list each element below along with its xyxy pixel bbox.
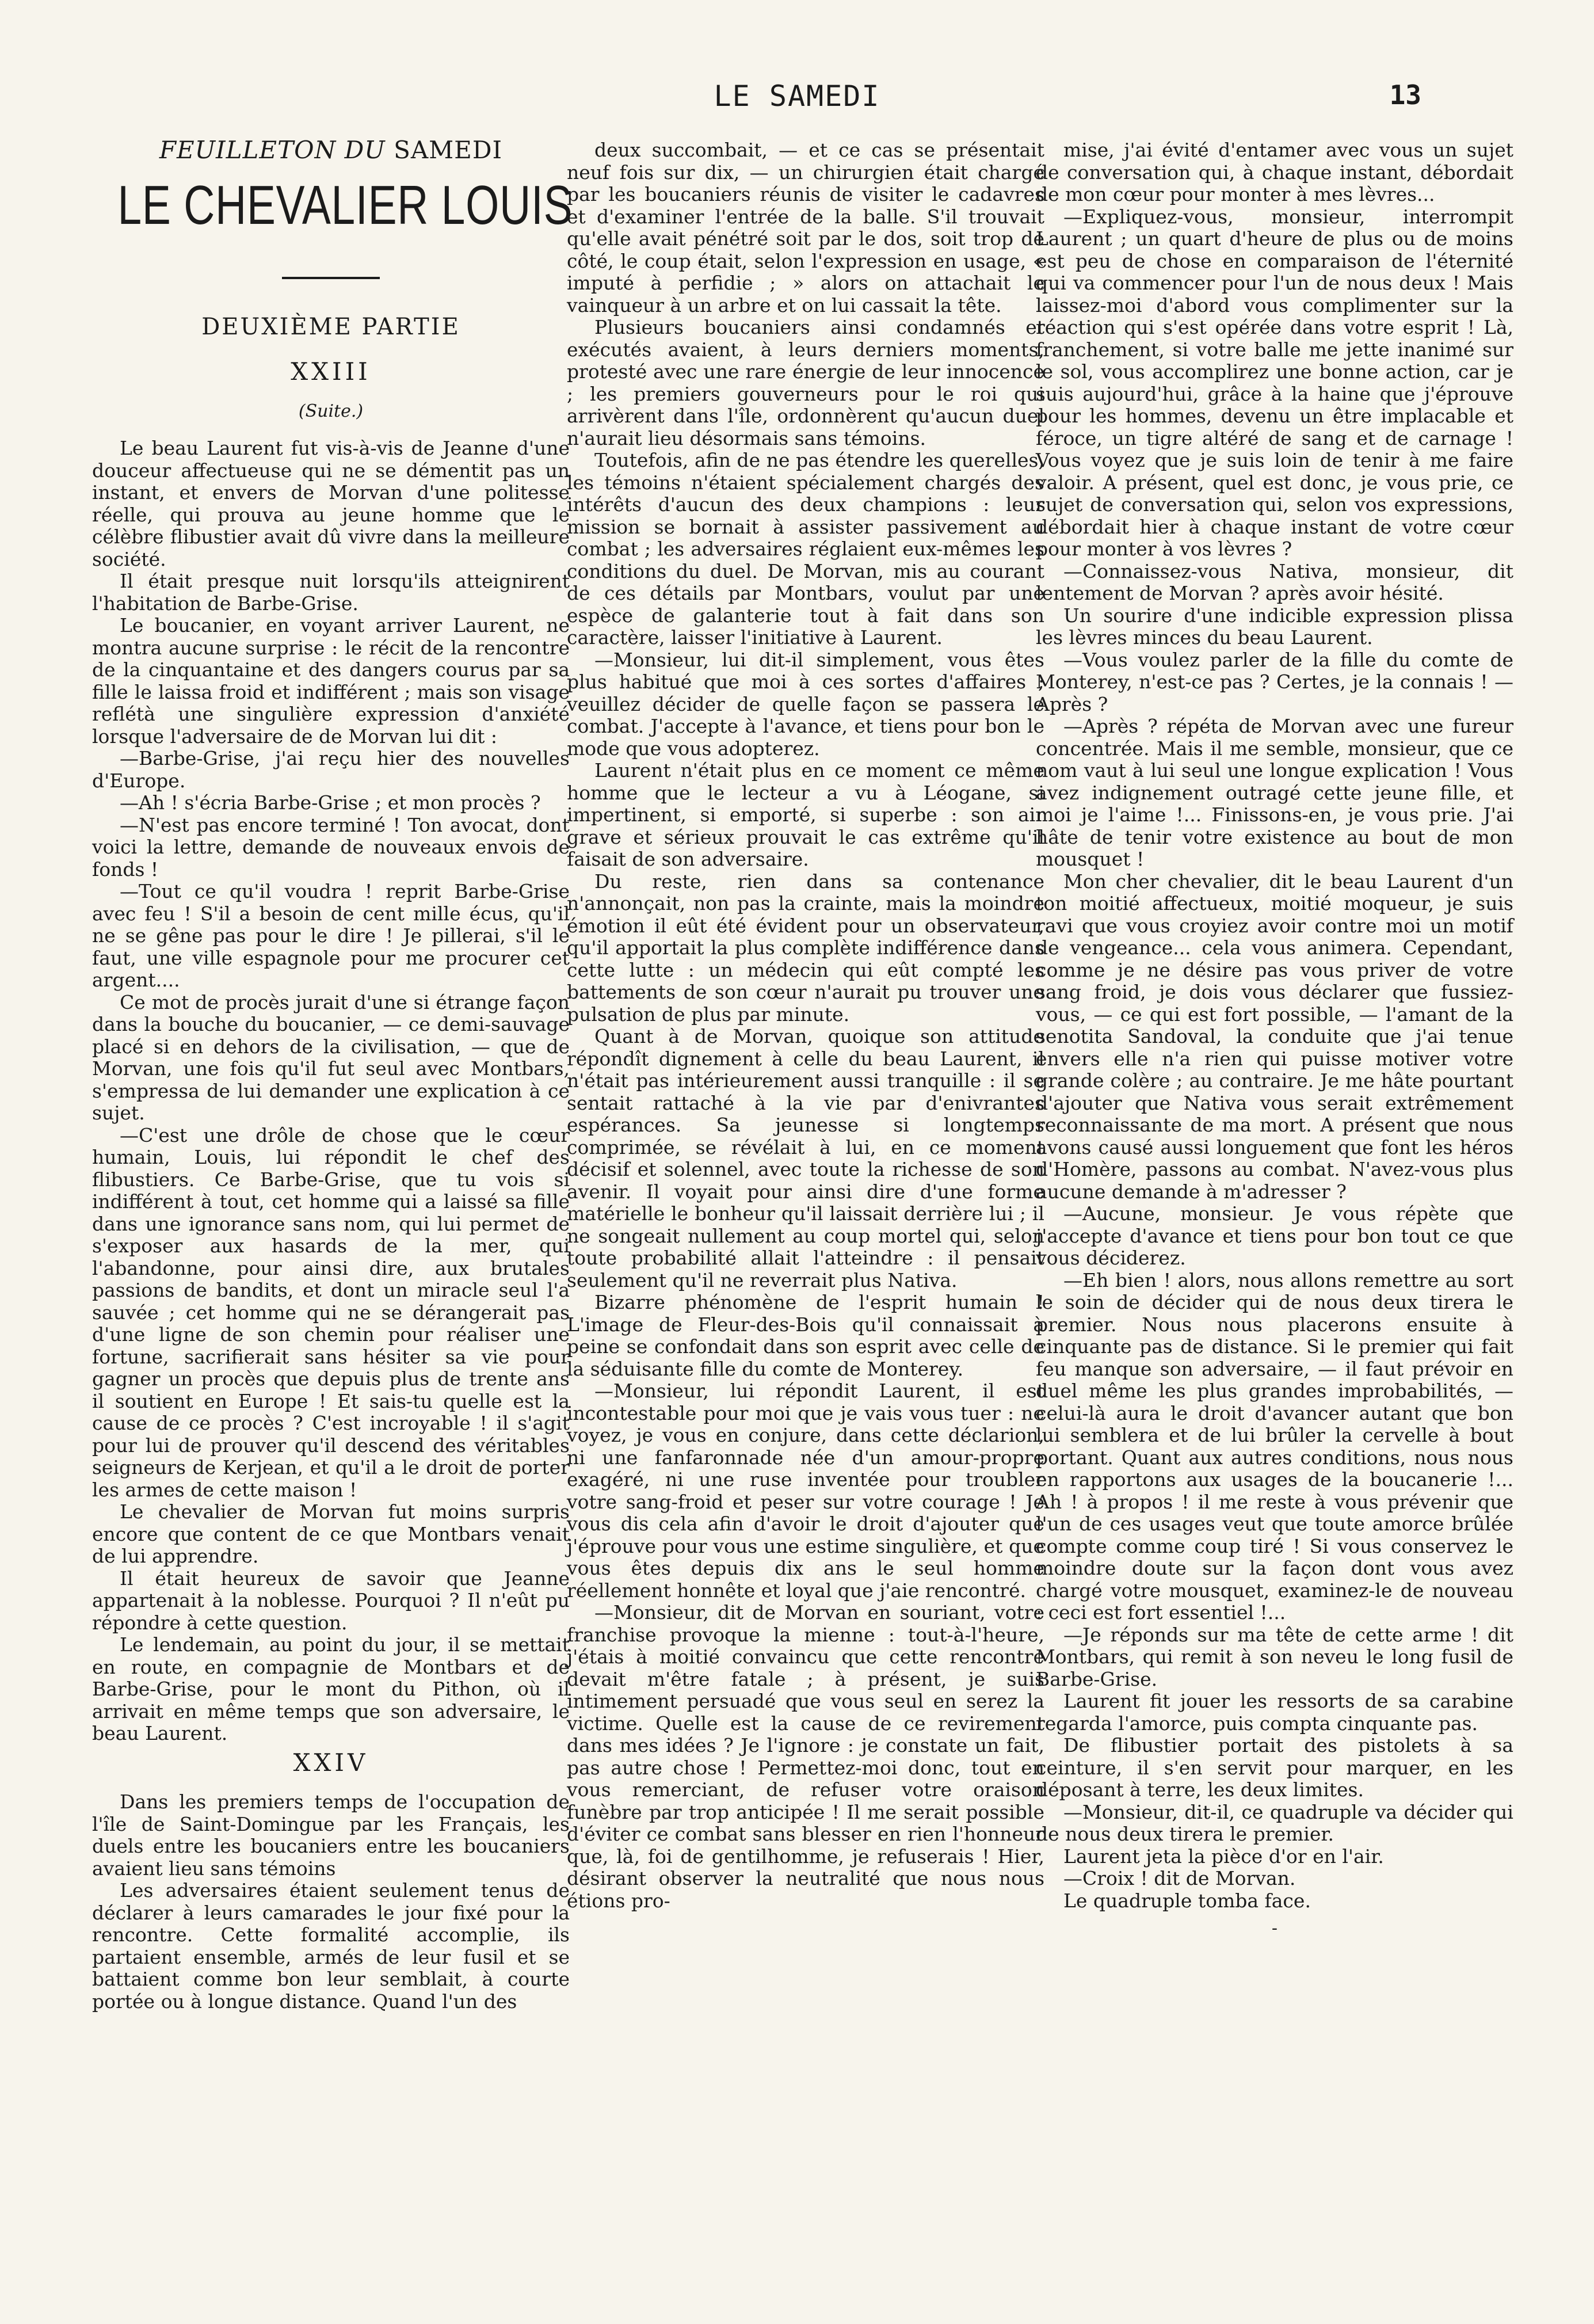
newspaper-title: LE SAMEDI (714, 79, 880, 113)
paragraph: Un sourire d'une indicible expression plissa les lèvres minces du beau Laurent. (1036, 604, 1513, 649)
paragraph: Il était heureux de savoir que Jeanne appartenait à la noblesse. Pourquoi ? Il n'eût pu répondre à cette question. (92, 1567, 570, 1634)
title-rule (282, 277, 380, 279)
part-heading: DEUXIÈME PARTIE (201, 313, 460, 340)
story-title: LE CHEVALIER LOUIS (117, 174, 573, 236)
column-1 (92, 136, 573, 2013)
column-3 (1036, 139, 1513, 1940)
paragraph: —Après ? répéta de Morvan avec une fureur concentrée. Mais il me semble, monsieur, que ce nom vaut à lui seul une longue explication ! Vous avez indignement outragé cette jeune fille, et moi je l'aime !... Finissons-en, je vous prie. J'ai hâte de tenir votre existence au bout de mon mousquet ! (1036, 715, 1513, 870)
suite-note: (Suite.) (298, 401, 364, 421)
paragraph: —Barbe-Grise, j'ai reçu hier des nouvelles d'Europe. (92, 747, 570, 792)
paragraph: Dans les premiers temps de l'occupation de l'île de Saint-Domingue par les Français, les duels entre les boucaniers entre les boucaniers avaient lieu sans témoins (92, 1790, 570, 1880)
paragraph: Laurent fit jouer les ressorts de sa carabine regarda l'amorce, puis compta cinquante pas. (1036, 1690, 1513, 1735)
page-header (0, 79, 1594, 120)
paragraph: Quant à de Morvan, quoique son attitude répondît dignement à celle du beau Laurent, il n'était pas intérieurement aussi tranquille : il se sentait rattaché à la vie par d'enivrantes espérances. Sa jeunesse si longtemps comprimée, se révélait à lui, en ce moment décisif et solennel, avec toute la richesse de son avenir. Il voyait pour ainsi dire d'une forme matérielle le bonheur qu'il laissait derrière lui ; il ne songeait nullement au coup mortel qui, selon toute probabilité allait l'atteindre : il pensait seulement qu'il ne reverrait plus Nativa. (567, 1025, 1044, 1291)
paragraph: Le quadruple tomba face. (1063, 1889, 1311, 1912)
paragraph: —Ah ! s'écria Barbe-Grise ; et mon procès ? (120, 791, 541, 814)
end-mark: - (1271, 1918, 1278, 1938)
page-number: 13 (1389, 79, 1421, 111)
paragraph: Toutefois, afin de ne pas étendre les querelles, les témoins n'étaient spécialement chargés des intérêts d'aucun des deux champions : leur mission se bornait à assister passivement au combat ; les adversaires réglaient eux-mêmes les conditions du duel. De Morvan, mis au courant de ces détails par Montbars, voulut par une espèce de galanterie tout à fait dans son caractère, laisser l'initiative à Laurent. (567, 449, 1044, 649)
paragraph: Ce mot de procès jurait d'une si étrange façon dans la bouche du boucanier, — ce demi-sauvage placé si en dehors de la civilisation, — que de Morvan, une fois qu'il fut seul avec Montbars, s'empressa de lui demander une explication à ce sujet. (92, 990, 570, 1124)
paragraph: —Monsieur, dit de Morvan en souriant, votre franchise provoque la mienne : tout-à-l'heure, j'étais à moitié convaincu que cette rencontre devait m'être fatale ; à présent, je suis intimement persuadé que vous seul en serez la victime. Quelle est la cause de ce revirement dans mes idées ? Je l'ignore : je constate un fait, pas autre chose ! Permettez-moi donc, tout en vous remerciant, de refuser votre oraison funèbre par trop anticipée ! Il me serait possible d'éviter ce combat sans blesser en rien l'honneur que, là, foi de gentilhomme, je refuserais ! Hier, désirant observer la neutralité que nous nous étions pro- (567, 1601, 1044, 1912)
paragraph: —N'est pas encore terminé ! Ton avocat, dont voici la lettre, demande de nouveaux envois de fonds ! (92, 813, 570, 881)
paragraph: —Eh bien ! alors, nous allons remettre au sort le soin de décider qui de nous deux tirera le premier. Nous nous placerons ensuite à cinquante pas de distance. Si le premier qui fait feu manque son adversaire, — il faut prévoir en duel même les plus grandes improbabilités, — celui-là aura le droit d'avancer autant que bon lui semblera et de lui brûler la cervelle à bout portant. Quant aux autres conditions, nous nous en rapportons aux usages de la boucanerie !... Ah ! à propos ! il me reste à vous prévenir que l'un de ces usages veut que toute amorce brûlée compte comme coup tiré ! Si vous conservez le moindre doute sur la façon dont vous avez chargé votre mousquet, examinez-le de nouveau : ceci est fort essentiel !... (1036, 1268, 1513, 1624)
paragraph: —Croix ! dit de Morvan. (1063, 1867, 1296, 1889)
column-2-text (567, 139, 1044, 1912)
paragraph: —Connaissez-vous Nativa, monsieur, dit lentement de Morvan ? après avoir hésité. (1036, 559, 1513, 604)
paragraph: Le chevalier de Morvan fut moins surpris encore que content de ce que Montbars venait de lui apprendre. (92, 1500, 570, 1567)
paragraph: Laurent n'était plus en ce moment ce même homme que le lecteur a vu à Léogane, si impertinent, si emporté, si superbe : son air grave et sérieux prouvait le cas extrême qu'il faisait de son adversaire. (567, 759, 1044, 870)
paragraph: De flibustier portait des pistolets à sa ceinture, il s'en servit pour marquer, en les déposant à terre, les deux limites. (1036, 1734, 1513, 1801)
chapter-heading-23: XXIII (291, 357, 371, 386)
paragraph: Le beau Laurent fut vis-à-vis de Jeanne d'une douceur affectueuse qui ne se démentit pas un instant, et envers de Morvan d'une politesse réelle, qui prouva au jeune homme que le célèbre flibustier avait dû vivre dans la meilleure société. (92, 437, 570, 570)
paragraph: —Monsieur, lui répondit Laurent, il est incontestable pour moi que je vais vous tuer : ne voyez, je vous en conjure, dans cette déclarion, ni une fanfaronnade née d'un amour-propre exagéré, ni une ruse inventée pour troubler votre sang-froid et peser sur votre courage ! Je vous dis cela afin d'avoir le droit d'ajouter que j'éprouve pour vous une estime singulière, et que vous êtes depuis dix ans le seul homme réellement honnête et loyal que j'aie rencontré. (567, 1380, 1044, 1602)
chapter-heading-24: XXIV (293, 1748, 369, 1777)
paragraph: Bizarre phénomène de l'esprit humain ! L'image de Fleur-des-Bois qu'il connaissait à peine se confondait dans son esprit avec celle de la séduisante fille du comte de Monterey. (567, 1291, 1044, 1380)
paragraph: Mon cher chevalier, dit le beau Laurent d'un ton moitié affectueux, moitié moqueur, je suis ravi que vous croyiez avoir contre moi un motif de vengeance... cela vous animera. Cependant, comme je ne désire pas vous priver de votre sang froid, je dois vous déclarer que fussiez-vous, — ce qui est fort possible, — l'amant de la senotita Sandoval, la conduite que j'ai tenue envers elle n'a rien qui puisse motiver votre grande colère ; au contraire. Je me hâte pourtant d'ajouter que Nativa vous serait extrêmement reconnaissante de ma mort. A présent que nous avons causé aussi longuement que font les héros d'Homère, passons au combat. N'avez-vous plus aucune demande à m'adresser ? (1036, 870, 1513, 1203)
paragraph: —Je réponds sur ma tête de cette arme ! dit Montbars, qui remit à son neveu le long fusil de Barbe-Grise. (1036, 1623, 1513, 1690)
paragraph: —Tout ce qu'il voudra ! reprit Barbe-Grise avec feu ! S'il a besoin de cent mille écus, qu'il ne se gêne pas pour le dire ! Je pillerai, s'il le faut, une ville espagnole pour me procurer cet argent.... (92, 880, 570, 991)
paragraph: Du reste, rien dans sa contenance n'annonçait, non pas la crainte, mais la moindre émotion il eût été évident pour un observateur, qu'il apportait la plus complète indifférence dans cette lutte : un médecin qui eût compté les battements de son cœur n'aurait pu trouver une pulsation de plus par minute. (567, 870, 1044, 1026)
column-3-text (1036, 139, 1513, 1912)
paragraph: Les adversaires étaient seulement tenus de déclarer à leurs camarades le jour fixé pour la rencontre. Cette formalité accomplie, ils partaient ensemble, armés de leur fusil et se battaient comme bon leur semblait, à courte portée ou à longue distance. Quand l'un des (92, 1879, 570, 2013)
paragraph: —Aucune, monsieur. Je vous répète que j'accepte d'avance et tiens pour bon tout ce que vous déciderez. (1036, 1202, 1513, 1269)
feuilleton-italic: FEUILLETON DU (159, 136, 386, 164)
paragraph: Laurent jeta la pièce d'or en l'air. (1063, 1845, 1384, 1868)
paragraph: Le lendemain, au point du jour, il se mettait en route, en compagnie de Montbars et de Barbe-Grise, pour le mont du Pithon, où il arrivait en même temps que son adversaire, le beau Laurent. (92, 1633, 570, 1744)
paragraph: deux succombait, — et ce cas se présentait neuf fois sur dix, — un chirurgien était chargé par les boucaniers réunis de visiter le cadavres et d'examiner l'entrée de la balle. S'il trouvait qu'elle avait pénétré soit par le dos, soit trop de côté, le coup était, selon l'expression en usage, « imputé à perfidie ; » alors on attachait le vainqueur à un arbre et on lui cassait la tête. (567, 139, 1044, 317)
paragraph: —Expliquez-vous, monsieur, interrompit Laurent ; un quart d'heure de plus ou de moins est peu de chose en comparaison de l'éternité qui va commencer pour l'un de nous deux ! Mais laissez-moi d'abord vous complimenter sur la réaction qui s'est opérée dans votre esprit ! Là, franchement, si votre balle me jette inanimé sur le sol, vous accomplirez une bonne action, car je suis aujourd'hui, grâce à la haine que j'éprouve pour les hommes, devenu un être implacable et féroce, un tigre altéré de sang et de carnage ! Vous voyez que je suis loin de tenir à me faire valoir. A présent, quel est donc, je vous prie, ce sujet de conversation qui, selon vos expressions, débordait hier à chaque instant de votre cœur pour monter à vos lèvres ? (1036, 205, 1513, 560)
paragraph: mise, j'ai évité d'entamer avec vous un sujet de conversation qui, à chaque instant, débordait de mon cœur pour monter à mes lèvres... (1036, 139, 1513, 205)
paragraph: Le boucanier, en voyant arriver Laurent, ne montra aucune surprise : le récit de la rencontre de la cinquantaine et des dangers courus par sa fille le laissa froid et indifférent ; mais son visage reflétà une singulière expression d'anxiété lorsque l'adversaire de de Morvan lui dit : (92, 614, 570, 748)
column-1-text-a (92, 437, 570, 1745)
paragraph: —Vous voulez parler de la fille du comte de Monterey, n'est-ce pas ? Certes, je la connais ! — Après ? (1036, 648, 1513, 715)
column-1-text-b (92, 1791, 570, 2013)
feuilleton-heading (92, 136, 570, 164)
paragraph: Il était presque nuit lorsqu'ils atteignirent l'habitation de Barbe-Grise. (92, 570, 570, 615)
feuilleton-plain: SAMEDI (394, 136, 503, 164)
paragraph: —C'est une drôle de chose que le cœur humain, Louis, lui répondit le chef des flibustiers. Ce Barbe-Grise, que tu vois si indifférent à tout, cet homme qui a laissé sa fille dans une ignorance sans nom, qui lui permet de s'exposer aux hasards de la mer, qui l'abandonne, pour ainsi dire, aux brutales passions de bandits, et dont un miracle seul l'a sauvée ; cet homme qui ne se dérangerait pas d'une ligne de son chemin pour réaliser une fortune, sacrifierait sans hésiter sa vie pour gagner un procès que depuis plus de trente ans il soutient en Europe ! Et sais-tu quelle est la cause de ce procès ? C'est incroyable ! il s'agit pour lui de prouver qu'il descend des véritables seigneurs de Kerjean, et qu'il a le droit de porter les armes de cette maison ! (92, 1123, 570, 1501)
paragraph: —Monsieur, lui dit-il simplement, vous êtes plus habitué que moi à ces sortes d'affaires ; veuillez décider de quelle façon se passera le combat. J'accepte à l'avance, et tiens pour bon le mode que vous adopterez. (567, 648, 1044, 760)
paragraph: Plusieurs boucaniers ainsi condamnés et exécutés avaient, à leurs derniers moments, protesté avec une rare énergie de leur innocence ; les premiers gouverneurs pour le roi qui arrivèrent dans l'île, ordonnèrent qu'aucun duel n'aurait lieu désormais sans témoins. (567, 316, 1044, 449)
column-2 (567, 139, 1044, 1912)
paragraph: —Monsieur, dit-il, ce quadruple va décider qui de nous deux tirera le premier. (1036, 1800, 1513, 1845)
